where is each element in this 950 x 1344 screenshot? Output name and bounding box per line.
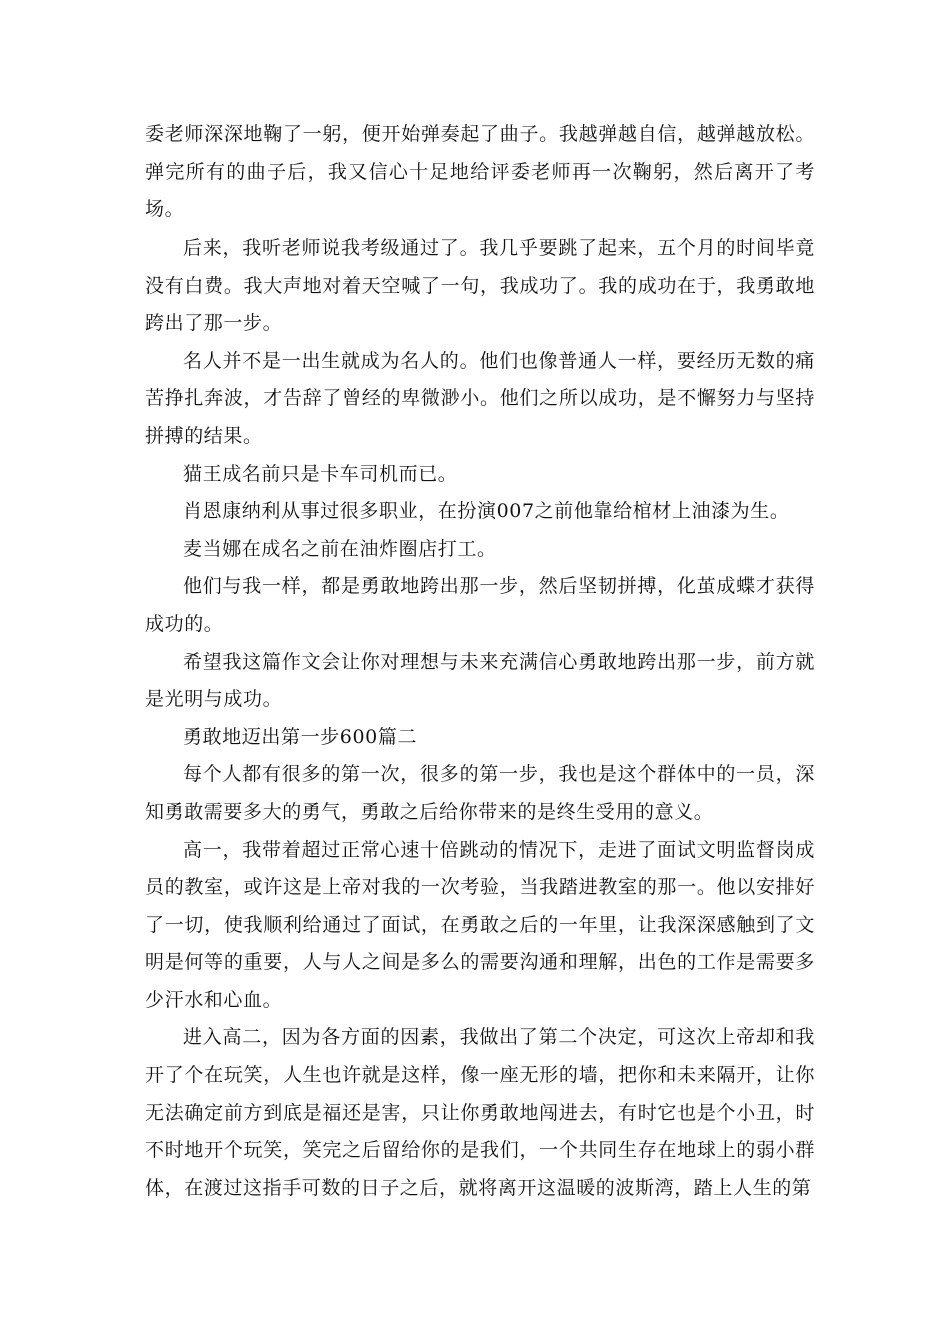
continued-paragraph: 委老师深深地鞠了一躬，便开始弹奏起了曲子。我越弹越自信，越弹越放松。弹完所有的曲子后，我又信心十足地给评委老师再一次鞠躬，然后离开了考场。 — [145, 123, 815, 221]
paragraph-passed-exam: 后来，我听老师说我考级通过了。我几乎要跳了起来，五个月的时间毕竟没有白费。我大声地对着天空喊了一句，我成功了。我的成功在于，我勇敢地跨出了那一步。 — [145, 237, 815, 335]
body-text-block — [145, 230, 815, 1207]
paragraph-elvis: 猫王成名前只是卡车司机而已。 — [183, 462, 458, 485]
paragraph-sean-connery: 肖恩康纳利从事过很多职业，在扮演007之前他靠给棺材上油漆为生。 — [183, 500, 790, 523]
paragraph-grade-eleven: 进入高二，因为各方面的因素，我做出了第二个决定，可这次上帝却和我开了个在玩笑，人生也许就是这样，像一座无形的墙，把你和未来隔开，让你无法确定前方到底是福还是害，只让你勇敢地闯进去，有时它也是个小丑，时不时地开个玩笑，笑完之后留给你的是我们，一个共同生存在地球上的弱小群体，在渡过这指手可数的日子之后，就将离开这温暖的波斯湾，踏上人生的第 — [145, 1026, 815, 1199]
paragraph-grade-ten: 高一，我带着超过正常心速十倍跳动的情况下，走进了面试文明监督岗成员的教室，或许这是上帝对我的一次考验，当我踏进教室的那一。他以安排好了一切，使我顺利给通过了面试，在勇敢之后的一年里，让我深深感触到了文明是何等的重要，人与人之间是多么的需要沟通和理解，出色的工作是需要多少汗水和心血。 — [145, 838, 815, 1011]
paragraph-famous-people: 名人并不是一出生就成为名人的。他们也像普通人一样，要经历无数的痛苦挣扎奔波，才告辞了曾经的卑微渺小。他们之所以成功，是不懈努力与坚持拼搏的结果。 — [145, 349, 815, 447]
paragraph-first-times: 每个人都有很多的第一次，很多的第一步，我也是这个群体中的一员，深知勇敢需要多大的勇气，勇敢之后给你带来的是终生受用的意义。 — [145, 763, 815, 823]
paragraph-madonna: 麦当娜在成名之前在油炸圈店打工。 — [183, 537, 497, 560]
paragraph-like-me: 他们与我一样，都是勇敢地跨出那一步，然后坚韧拼搏，化茧成蝶才获得成功的。 — [145, 575, 815, 635]
paragraph-hope: 希望我这篇作文会让你对理想与未来充满信心勇敢地跨出那一步，前方就是光明与成功。 — [145, 650, 815, 711]
section-heading: 勇敢地迈出第一步600篇二 — [183, 725, 418, 748]
continued-text-block — [145, 116, 815, 229]
